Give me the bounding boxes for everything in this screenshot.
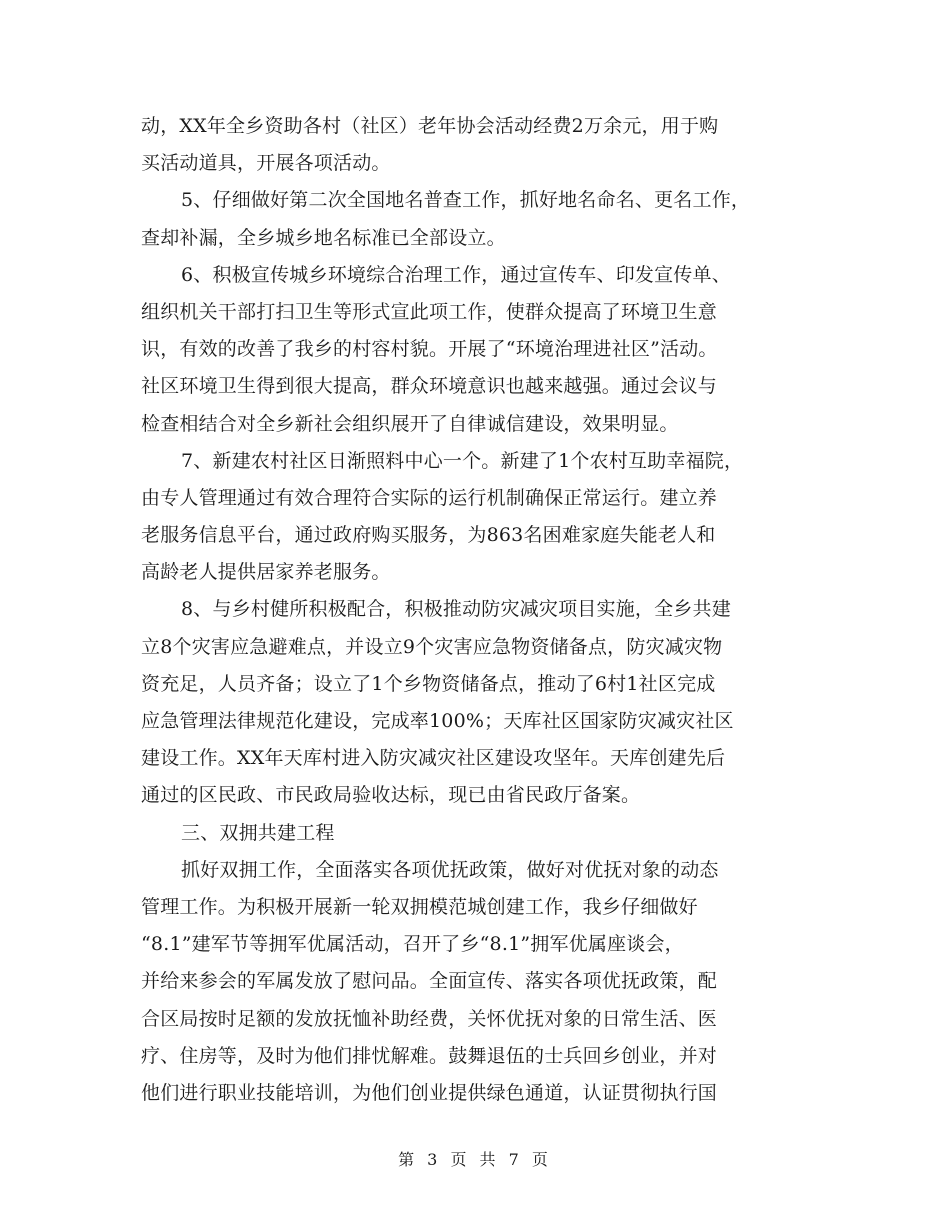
text-line: 动，XX年全乡资助各村（社区）老年协会活动经费2万余元，用于购 <box>141 115 719 137</box>
text-line: 高龄老人提供居家养老服务。 <box>141 561 391 584</box>
text-line: 资充足，人员齐备；设立了1个乡物资储备点，推动了6村1社区完成 <box>141 672 716 695</box>
text-line: 他们进行职业技能培训，为他们创业提供绿色通道，认证贯彻执行国 <box>141 1081 718 1104</box>
text-line: 社区环境卫生得到很大提高，群众环境意识也越来越强。通过会议与 <box>141 375 718 398</box>
text-line: 由专人管理通过有效合理符合实际的运行机制确保正常运行。建立养 <box>141 486 718 509</box>
text-line: 抓好双拥工作，全面落实各项优抚政策，做好对优抚对象的动态 <box>181 858 719 881</box>
text-line: 立8个灾害应急避难点，并设立9个灾害应急物资储备点，防灾减灾物 <box>141 635 723 658</box>
text-line: 组织机关干部打扫卫生等形式宣此项工作，使群众提高了环境卫生意 <box>141 300 718 323</box>
text-line: 并给来参会的军属发放了慰问品。全面宣传、落实各项优抚政策，配 <box>141 970 718 993</box>
text-line: 三、双拥共建工程 <box>181 821 335 844</box>
text-line: 6、积极宣传城乡环境综合治理工作，通过宣传车、印发宣传单、 <box>181 263 731 286</box>
text-line: 5、仔细做好第二次全国地名普查工作，抓好地名命名、更名工作， <box>181 189 751 212</box>
text-line: 合区局按时足额的发放抚恤补助经费，关怀优抚对象的日常生活、医 <box>141 1007 718 1030</box>
text-line: 检查相结合对全乡新社会组织展开了自律诚信建设，效果明显。 <box>141 412 679 435</box>
text-line: 疗、住房等，及时为他们排忧解难。鼓舞退伍的士兵回乡创业，并对 <box>141 1044 718 1067</box>
text-line: 识，有效的改善了我乡的村容村貌。开展了“环境治理进社区”活动。 <box>141 338 718 361</box>
text-line: 建设工作。XX年天库村进入防灾减灾社区建设攻坚年。天库创建先后 <box>141 747 726 770</box>
text-line: 买活动道具，开展各项活动。 <box>141 152 391 175</box>
text-line: 7、新建农村社区日渐照料中心一个。新建了1个农村互助幸福院， <box>181 449 744 472</box>
text-line: “8.1”建军节等拥军优属活动，召开了乡“8.1”拥军优属座谈会， <box>141 933 684 956</box>
text-line: 管理工作。为积极开展新一轮双拥模范城创建工作，我乡仔细做好 <box>141 895 698 918</box>
text-line: 查却补漏，全乡城乡地名标准已全部设立。 <box>141 226 506 249</box>
page-footer: 第 3 页 共 7 页 <box>398 1150 552 1169</box>
text-line: 应急管理法律规范化建设，完成率100%；天库社区国家防灾减灾社区 <box>141 710 734 732</box>
text-line: 8、与乡村健所积极配合，积极推动防灾减灾项目实施，全乡共建 <box>181 598 731 621</box>
text-line: 老服务信息平台，通过政府购买服务，为863名困难家庭失能老人和 <box>141 524 716 547</box>
document-body <box>141 108 821 1112</box>
text-line: 通过的区民政、市民政局验收达标，现已由省民政厅备案。 <box>141 784 641 807</box>
